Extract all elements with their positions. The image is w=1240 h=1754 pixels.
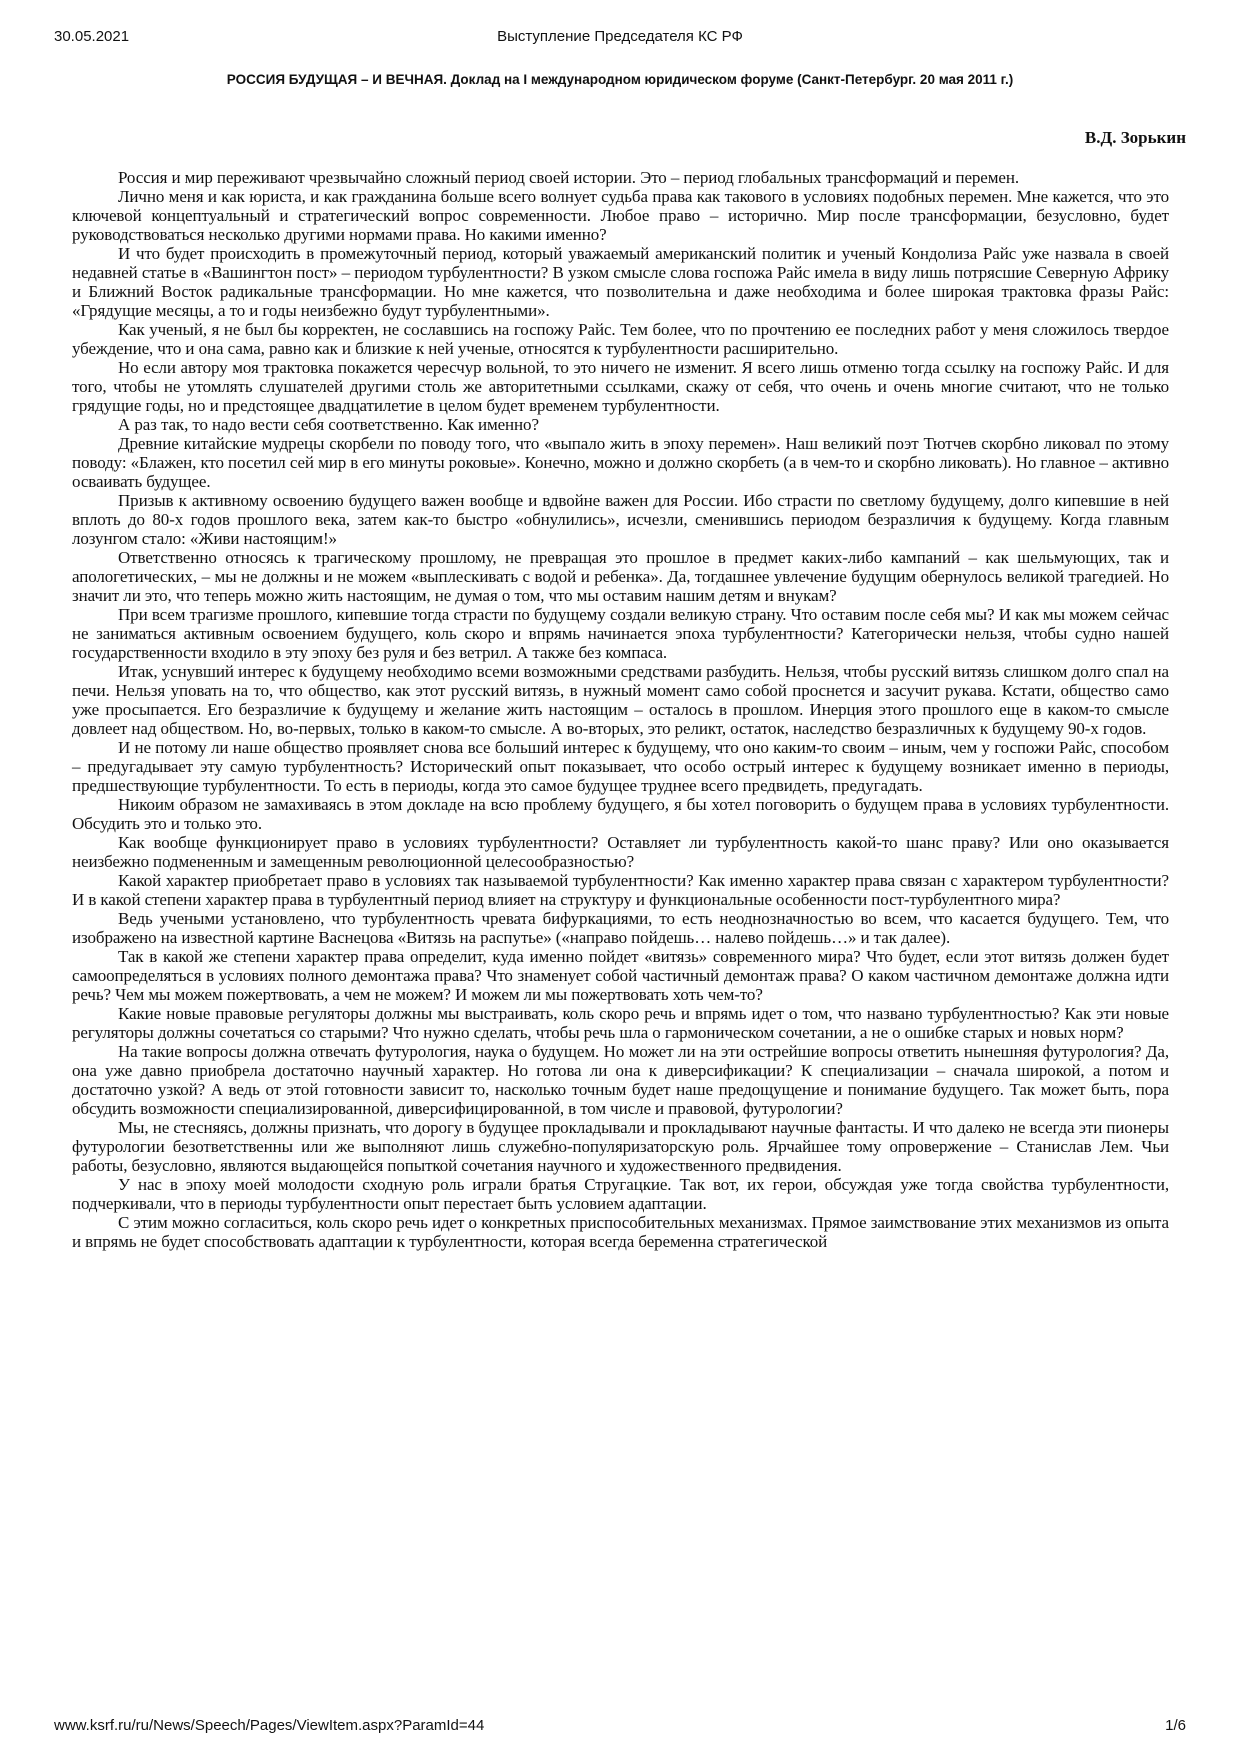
print-date: 30.05.2021 xyxy=(54,28,130,45)
article-paragraph: С этим можно согласиться, коль скоро речь идет о конкретных приспособительных механизмах. Прямое заимствование этих механизмов из опыта и впрямь не будет способствовать адаптации к турбулентности, которая всегда беременна стратегической xyxy=(72,1213,1169,1251)
article-paragraph: При всем трагизме прошлого, кипевшие тогда страсти по будущему создали великую страну. Что оставим после себя мы? И как мы можем сейчас не заниматься активным освоением будущего, коль скоро и впрямь начинается эпоха турбулентности? Категорически нельзя, чтобы судно нашей государственности входило в эту эпоху без руля и без ветрил. А также без компаса. xyxy=(72,605,1169,662)
article-paragraph: Так в какой же степени характер права определит, куда именно пойдет «витязь» современного мира? Что будет, если этот витязь должен будет самоопределяться в условиях полного демонтажа права? Что знаменует собой частичный демонтаж права? О каком частичном демонтаже должна идти речь? Чем мы можем пожертвовать, а чем не можем? И можем ли мы пожертвовать хоть чем-то? xyxy=(72,947,1169,1004)
page-url: www.ksrf.ru/ru/News/Speech/Pages/ViewItem.aspx?ParamId=44 xyxy=(54,1717,485,1734)
page-number: 1/6 xyxy=(1165,1717,1186,1734)
article-paragraph: Как вообще функционирует право в условиях турбулентности? Оставляет ли турбулентность какой-то шанс праву? Или оно оказывается неизбежно подмененным и замещенным революционной целесообразностью? xyxy=(72,833,1169,871)
article-paragraph: А раз так, то надо вести себя соответственно. Как именно? xyxy=(118,415,539,434)
article-paragraph: Какой характер приобретает право в условиях так называемой турбулентности? Как именно характер права связан с характером турбулентности? И в какой степени характер права в турбулентный период влияет на структуру и функциональные особенности пост-турбулентного мира? xyxy=(72,871,1169,909)
article-paragraph: Призыв к активному освоению будущего важен вообще и вдвойне важен для России. Ибо страсти по светлому будущему, долго кипевшие в ней вплоть до 80-х годов прошлого века, затем как-то быстро «обнулились», исчезли, сменившись периодом безразличия к будущему. Когда главным лозунгом стало: «Живи настоящим!» xyxy=(72,491,1169,548)
document-title: РОССИЯ БУДУЩАЯ – И ВЕЧНАЯ. Доклад на I международном юридическом форуме (Санкт-Петербург. 20 мая 2011 г.) xyxy=(226,72,1014,87)
article-paragraph: Итак, уснувший интерес к будущему необходимо всеми возможными средствами разбудить. Нельзя, чтобы русский витязь слишком долго спал на печи. Нельзя уповать на то, что общество, как этот русский витязь, в нужный момент само собой проснется и засучит рукава. Кстати, общество само уже просыпается. Его безразличие к будущему и желание жить настоящим – осталось в прошлом. Инерция этого прошлого еще в каком-то смысле довлеет над обществом. Но, во-первых, только в каком-то смысле. А во-вторых, это реликт, остаток, наследство безразличных к будущему 90-х годов. xyxy=(72,662,1169,738)
article-paragraph: Ответственно относясь к трагическому прошлому, не превращая это прошлое в предмет каких-либо кампаний – как шельмующих, так и апологетических, – мы не должны и не можем «выплескивать с водой и ребенка». Да, тогдашнее увлечение будущим обернулось великой трагедией. Но значит ли это, что теперь можно жить настоящим, не думая о том, что мы оставим нашим детям и внукам? xyxy=(72,548,1169,605)
article-paragraph: Никоим образом не замахиваясь в этом докладе на всю проблему будущего, я бы хотел поговорить о будущем права в условиях турбулентности. Обсудить это и только это. xyxy=(72,795,1169,833)
article-paragraph: У нас в эпоху моей молодости сходную роль играли братья Стругацкие. Так вот, их герои, обсуждая уже тогда свойства турбулентности, подчеркивали, что в периоды турбулентности опыт перестает быть условием адаптации. xyxy=(72,1175,1169,1213)
article-paragraph: Россия и мир переживают чрезвычайно сложный период своей истории. Это – период глобальных трансформаций и перемен. xyxy=(118,168,1020,187)
article-paragraph: Какие новые правовые регуляторы должны мы выстраивать, коль скоро речь и впрямь идет о том, что названо турбулентностью? Как эти новые регуляторы должны сочетаться со старыми? Что нужно сделать, чтобы речь шла о гармоническом сочетании, а не о ошибке старых и новых норм? xyxy=(72,1004,1169,1042)
article-body xyxy=(72,168,1169,1251)
article-paragraph: И что будет происходить в промежуточный период, который уважаемый американский политик и ученый Кондолиза Райс уже назвала в своей недавней статье в «Вашингтон пост» – периодом турбулентности? В узком смысле слова госпожа Райс имела в виду лишь потрясшие Северную Африку и Ближний Восток радикальные трансформации. Но мне кажется, что позволительна и даже необходима и более широкая трактовка фразы Райс: «Грядущие месяцы, а то и годы неизбежно будут турбулентными». xyxy=(72,244,1169,320)
print-footer xyxy=(54,1717,1186,1737)
print-page-title: Выступление Председателя КС РФ xyxy=(497,28,743,45)
article-paragraph: И не потому ли наше общество проявляет снова все больший интерес к будущему, что оно каким-то своим – иным, чем у госпожи Райс, способом – предугадывает эту самую турбулентность? Исторический опыт показывает, что особо острый интерес к будущему возникает именно в периоды, предшествующие турбулентности. То есть в периоды, когда это самое будущее труднее всего предвидеть, предугадать. xyxy=(72,738,1169,795)
article-paragraph: Ведь учеными установлено, что турбулентность чревата бифуркациями, то есть неоднозначностью во всем, что касается будущего. Тем, что изображено на известной картине Васнецова «Витязь на распутье» («направо пойдешь… налево пойдешь…» и так далее). xyxy=(72,909,1169,947)
article-paragraph: Как ученый, я не был бы корректен, не сославшись на госпожу Райс. Тем более, что по прочтению ее последних работ у меня сложилось твердое убеждение, что и она сама, равно как и близкие к ней ученые, относятся к турбулентности расширительно. xyxy=(72,320,1169,358)
article-paragraph: Древние китайские мудрецы скорбели по поводу того, что «выпало жить в эпоху перемен». Наш великий поэт Тютчев скорбно ликовал по этому поводу: «Блажен, кто посетил сей мир в его минуты роковые». Конечно, можно и должно скорбеть (а в чем-то и скорбно ликовать). Но главное – активно осваивать будущее. xyxy=(72,434,1169,491)
author-name: В.Д. Зорькин xyxy=(1084,128,1186,147)
print-header xyxy=(54,28,1186,50)
article-paragraph: Но если автору моя трактовка покажется чересчур вольной, то это ничего не изменит. Я всего лишь отменю тогда ссылку на госпожу Райс. И для того, чтобы не утомлять слушателей другими столь же авторитетными ссылками, скажу от себя, что очень и очень многие считают, что не только грядущие годы, но и предстоящее двадцатилетие в целом будет временем турбулентности. xyxy=(72,358,1169,415)
article-paragraph: Лично меня и как юриста, и как гражданина больше всего волнует судьба права как такового в условиях подобных перемен. Мне кажется, что это ключевой концептуальный и стратегический вопрос современности. Любое право – исторично. Мир после трансформации, безусловно, будет руководствоваться несколько другими нормами права. Но какими именно? xyxy=(72,187,1169,244)
article-paragraph: На такие вопросы должна отвечать футурология, наука о будущем. Но может ли на эти острейшие вопросы ответить нынешняя футурология? Да, она уже давно приобрела достаточно научный характер. Но готова ли она к диверсификации? К специализации – сначала широкой, а потом и достаточно узкой? А ведь от этой готовности зависит то, насколько точным будет наше предощущение и понимание будущего. Так может быть, пора обсудить возможности специализированной, диверсифицированной, в том числе и правовой, футурологии? xyxy=(72,1042,1169,1118)
article-paragraph: Мы, не стесняясь, должны признать, что дорогу в будущее прокладывали и прокладывают научные фантасты. И что далеко не всегда эти пионеры футурологии безответственны или же выполняют лишь служебно-популяризаторскую роль. Ярчайшее тому опровержение – Станислав Лем. Чьи работы, безусловно, являются выдающейся попыткой сочетания научного и художественного предвидения. xyxy=(72,1118,1169,1175)
